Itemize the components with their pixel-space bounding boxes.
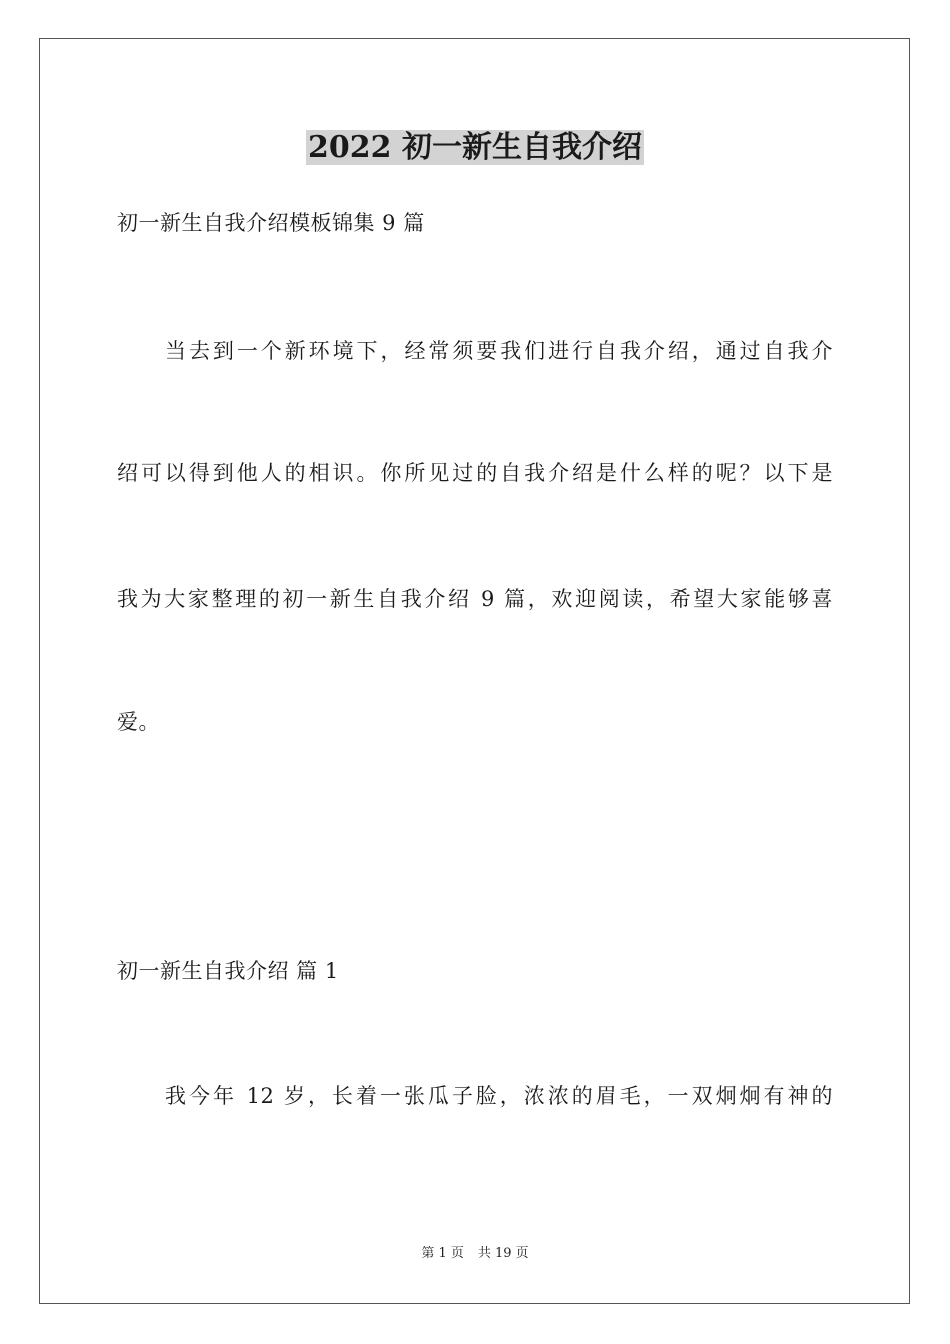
page-number: 第 1 页 <box>421 1246 464 1261</box>
intro-line-4: 爱。 <box>117 710 160 734</box>
intro-line-2: 绍可以得到他人的相识。你所见过的自我介绍是什么样的呢？以下是 <box>117 461 833 485</box>
page-total: 共 19 页 <box>477 1246 529 1261</box>
document-subtitle: 初一新生自我介绍模板锦集 9 篇 <box>117 211 425 235</box>
page-footer <box>0 1245 950 1263</box>
section-heading: 初一新生自我介绍 篇 1 <box>117 959 339 983</box>
document-title <box>0 126 950 170</box>
intro-line-1: 当去到一个新环境下，经常须要我们进行自我介绍，通过自我介 <box>165 339 833 363</box>
section-line-1: 我今年 12 岁，长着一张瓜子脸，浓浓的眉毛，一双炯炯有神的 <box>165 1084 833 1108</box>
document-title-text: 2022 初一新生自我介绍 <box>308 130 642 165</box>
intro-line-3: 我为大家整理的初一新生自我介绍 9 篇，欢迎阅读，希望大家能够喜 <box>117 587 833 611</box>
